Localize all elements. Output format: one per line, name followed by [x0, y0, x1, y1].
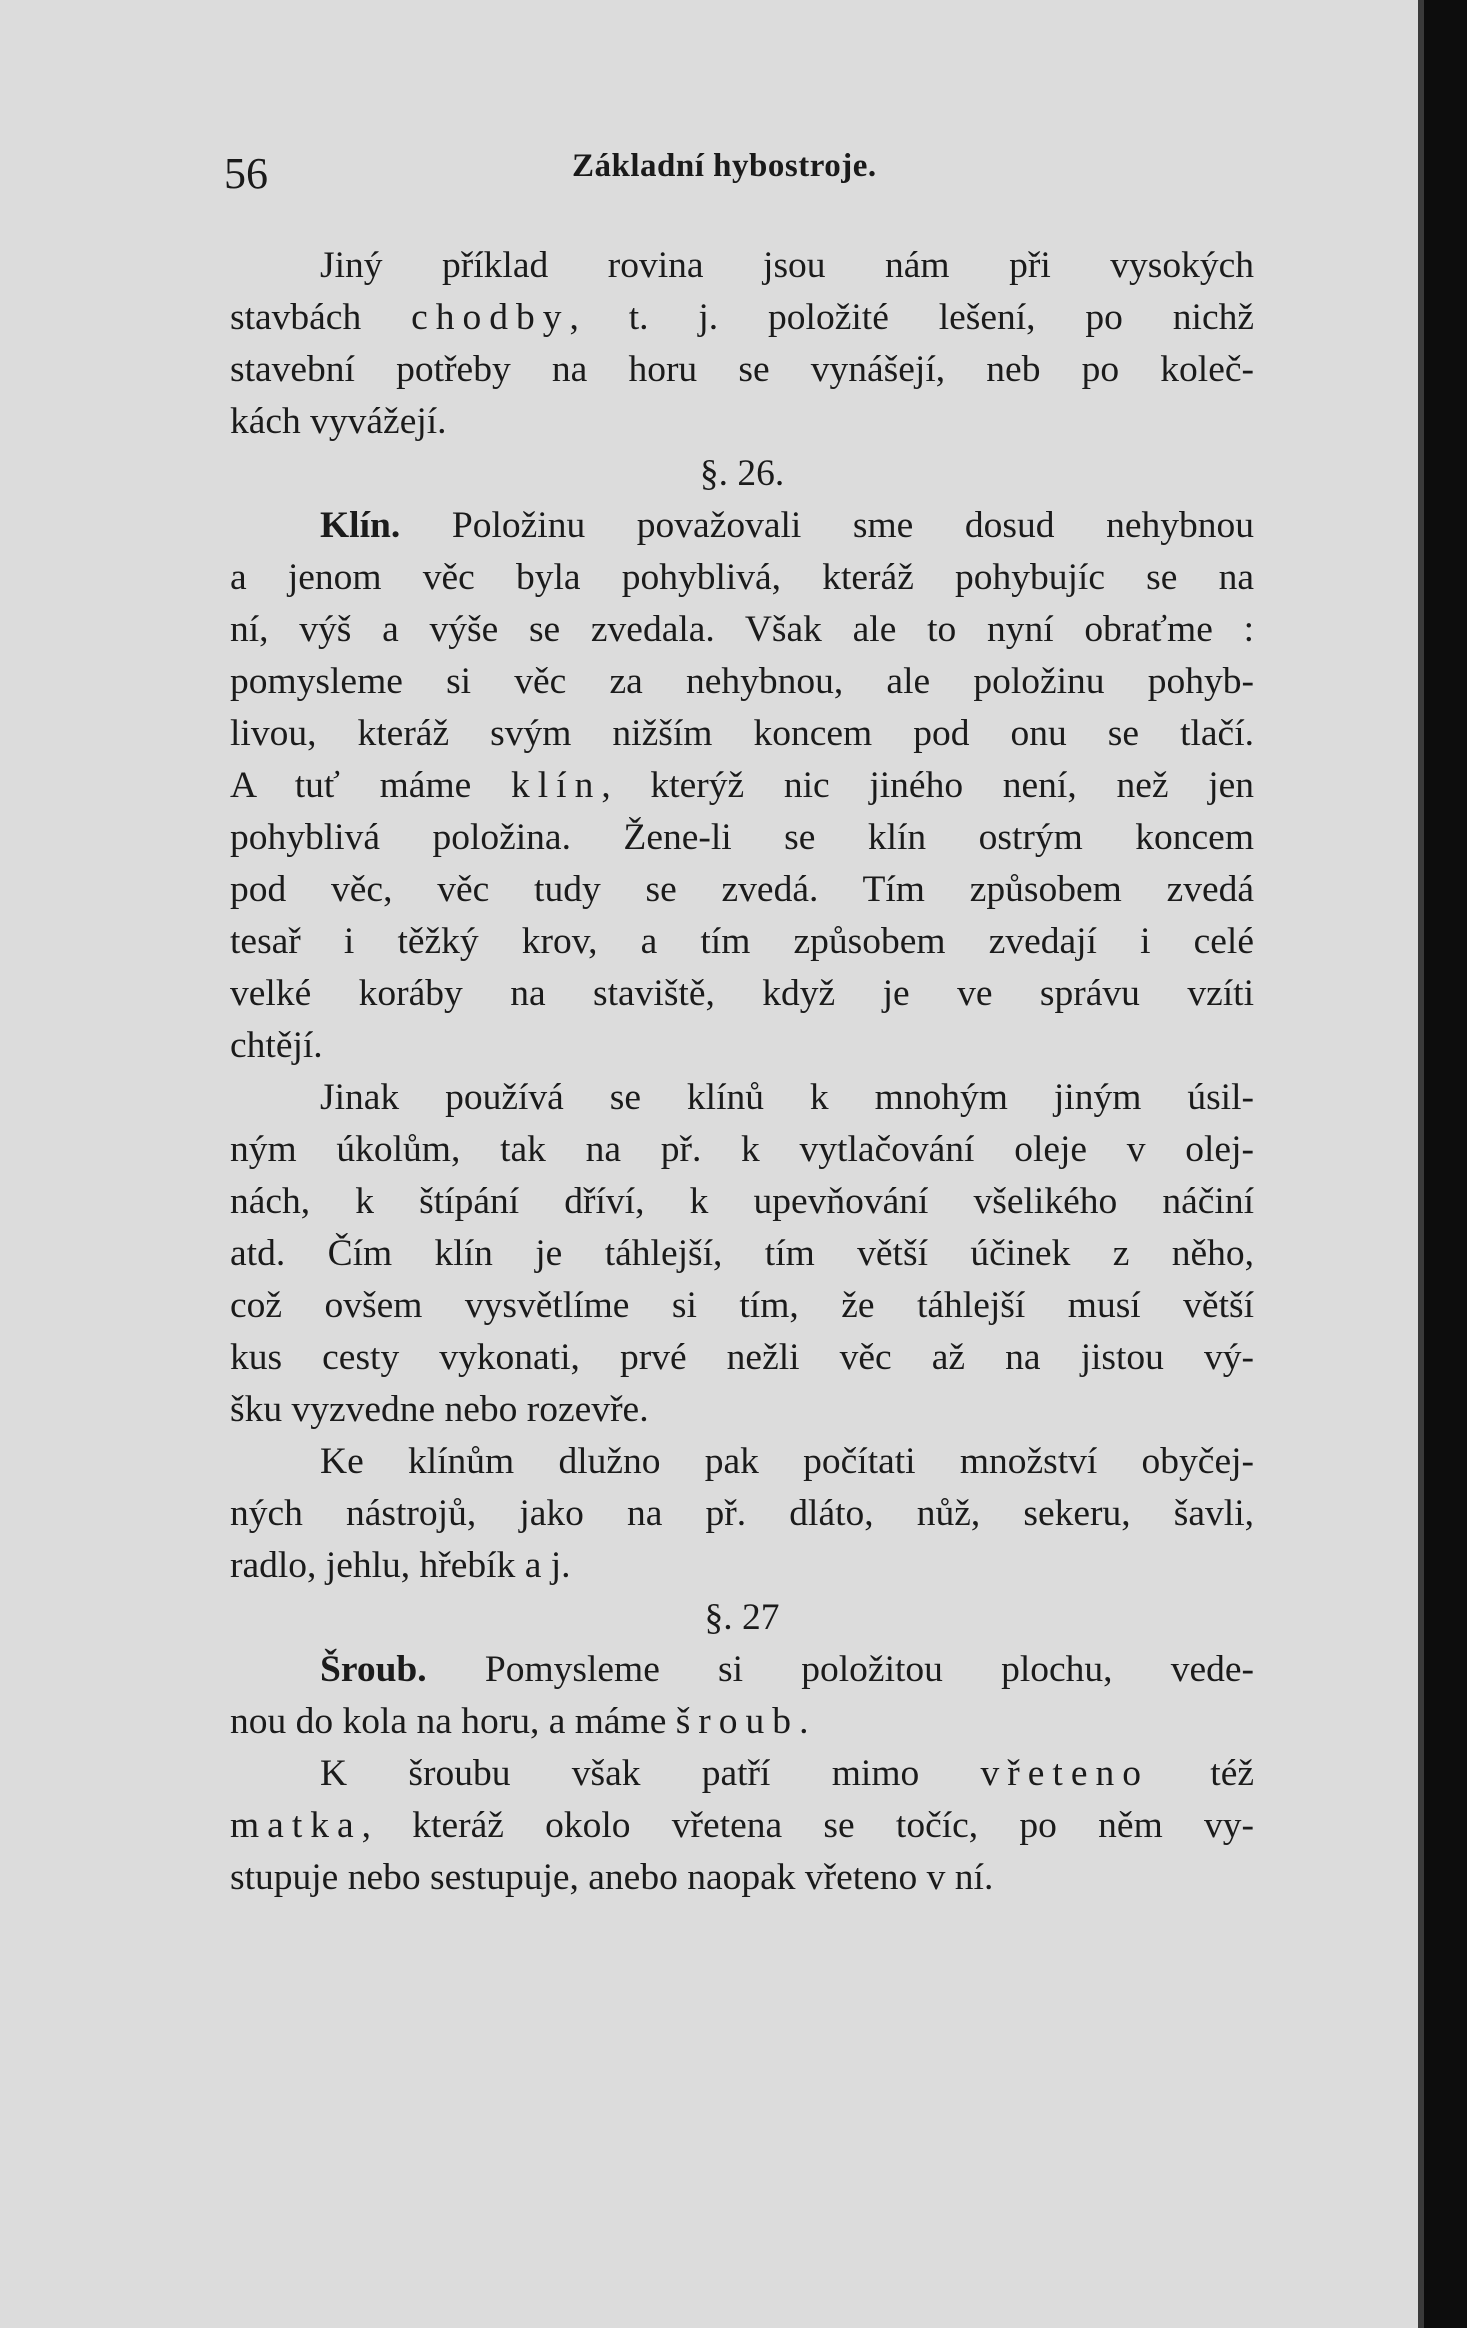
text-fragment: . — [799, 1701, 809, 1742]
text-fragment: nou do kola na horu, a máme — [230, 1701, 667, 1742]
page-body — [230, 240, 1254, 1904]
text-fragment: stavbách — [230, 297, 362, 338]
text-line — [230, 1644, 1254, 1696]
text-line: ní, výš a výše se zvedala. Však ale to nyní obraťme : — [230, 609, 1254, 650]
text-line — [230, 1696, 1254, 1748]
text-line — [230, 1748, 1254, 1800]
emphasized-word: matka — [230, 1805, 362, 1846]
section-heading: §. 27 — [704, 1597, 780, 1638]
text-fragment: A tuť máme — [230, 765, 472, 806]
text-fragment: Pomysleme si položitou plochu, vede- — [484, 1649, 1255, 1690]
text-line: Jiný příklad rovina jsou nám při vysokých — [320, 245, 1254, 286]
section-heading: §. 26. — [699, 453, 785, 494]
text-fragment: Položinu považovali sme dosud nehybnou — [451, 505, 1254, 546]
text-line: a jenom věc byla pohyblivá, kteráž pohybujíc se na — [230, 557, 1254, 598]
text-line: ných nástrojů, jako na př. dláto, nůž, sekeru, šavli, — [230, 1493, 1254, 1534]
text-line: velké koráby na staviště, když je ve správu vzíti — [230, 973, 1254, 1014]
section-title: Šroub. — [320, 1649, 427, 1690]
text-line: pomysleme si věc za nehybnou, ale položinu pohyb- — [230, 661, 1254, 702]
text-line: kus cesty vykonati, prvé nežli věc až na jistou vý- — [230, 1337, 1254, 1378]
text-fragment: , kterýž nic jiného není, než jen — [601, 765, 1255, 806]
running-head: Základní hybostroje. — [572, 148, 877, 184]
text-line: chtějí. — [230, 1025, 323, 1066]
scan-dark-edge — [1418, 0, 1467, 2328]
text-line: Jinak používá se klínů k mnohým jiným úsil- — [320, 1077, 1254, 1118]
text-line: radlo, jehlu, hřebík a j. — [230, 1545, 571, 1586]
text-line — [230, 292, 1254, 344]
text-fragment: K šroubu však patří mimo — [320, 1753, 920, 1794]
text-line: kách vyvážejí. — [230, 401, 447, 442]
text-line: nách, k štípání dříví, k upevňování všelikého náčiní — [230, 1181, 1254, 1222]
text-line: šku vyzvedne nebo rozevře. — [230, 1389, 649, 1430]
text-line: což ovšem vysvětlíme si tím, že táhlejší musí větší — [230, 1285, 1254, 1326]
text-line: livou, kteráž svým nižším koncem pod onu se tlačí. — [230, 713, 1254, 754]
section-title: Klín. — [320, 505, 401, 546]
text-line: tesař i těžký krov, a tím způsobem zvedají i celé — [230, 921, 1254, 962]
text-line — [230, 760, 1254, 812]
emphasized-word: šroub — [675, 1701, 800, 1742]
page-number: 56 — [224, 149, 268, 198]
text-line — [230, 1800, 1254, 1852]
text-line: ným úkolům, tak na př. k vytlačování oleje v olej- — [230, 1129, 1254, 1170]
emphasized-word: vřeteno — [980, 1753, 1149, 1794]
text-fragment: , kteráž okolo vřetena se točíc, po něm vy- — [361, 1805, 1254, 1846]
text-line: pod věc, věc tudy se zvedá. Tím způsobem zvedá — [230, 869, 1254, 910]
emphasized-word: klín — [510, 765, 602, 806]
text-line: stavební potřeby na horu se vynášejí, neb po koleč- — [230, 349, 1254, 390]
text-fragment: , t. j. položité lešení, po nichž — [569, 297, 1255, 338]
page-edge-shadow — [1418, 0, 1424, 2328]
emphasized-word: chodby — [411, 297, 570, 338]
text-line: atd. Čím klín je táhlejší, tím větší účinek z něho, — [230, 1233, 1254, 1274]
text-fragment: též — [1210, 1753, 1254, 1794]
text-line: stupuje nebo sestupuje, anebo naopak vřeteno v ní. — [230, 1857, 994, 1898]
text-line: pohyblivá položina. Žene-li se klín ostrým koncem — [230, 817, 1254, 858]
text-line: Ke klínům dlužno pak počítati množství obyčej- — [320, 1441, 1254, 1482]
text-line — [230, 500, 1254, 552]
